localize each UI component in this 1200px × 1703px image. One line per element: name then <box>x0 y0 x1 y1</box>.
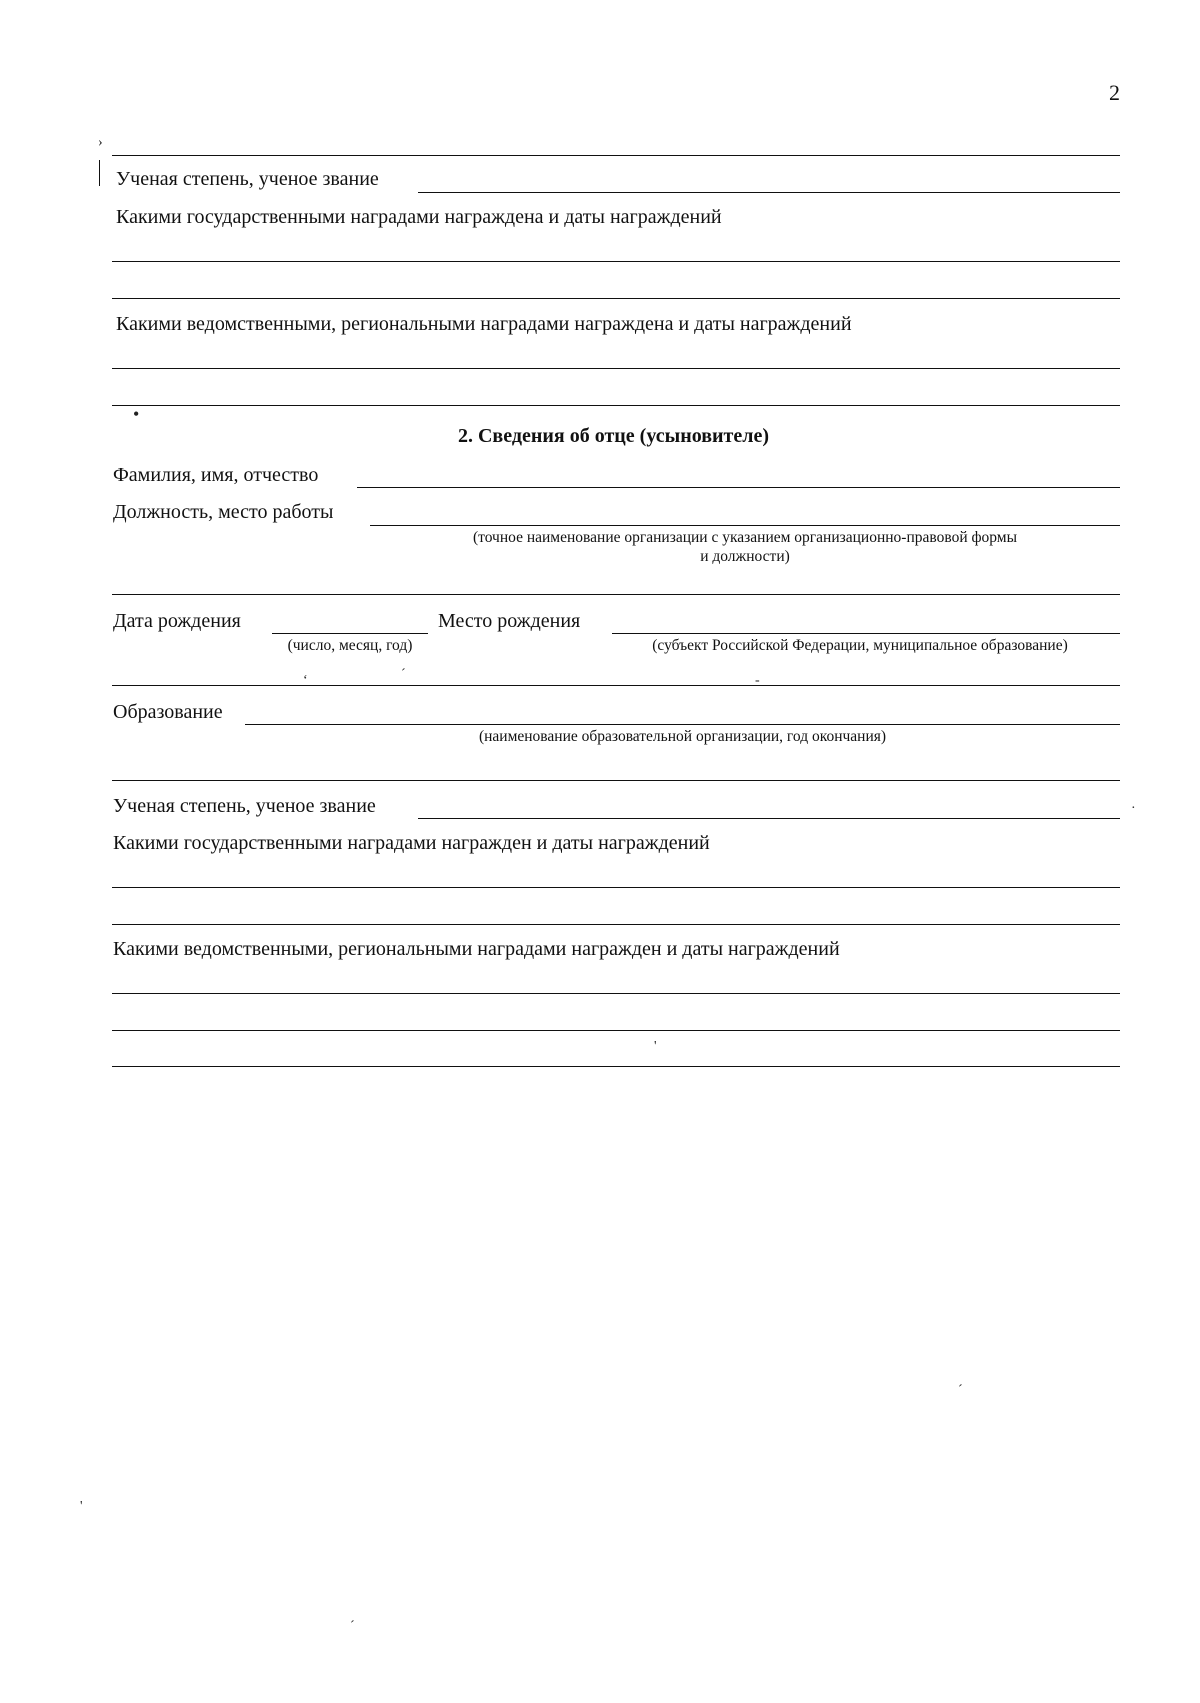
mother-dept-awards-field-1[interactable] <box>112 368 1120 369</box>
scan-speck: ' <box>654 1039 657 1054</box>
father-birthplace-field-2[interactable] <box>112 685 1120 686</box>
mother-dept-awards-label: Какими ведомственными, региональными наградами награждена и даты награждений <box>116 313 852 335</box>
father-dept-awards-label: Какими ведомственными, региональными наградами награжден и даты награждений <box>113 938 840 960</box>
father-dept-awards-field-1[interactable] <box>112 993 1120 994</box>
father-position-field-2[interactable] <box>112 594 1120 595</box>
scan-speck: ˊ <box>401 667 406 682</box>
scan-speck: ' <box>80 1499 83 1514</box>
father-section-title: 2. Сведения об отце (усыновителе) <box>457 425 770 447</box>
mother-dept-awards-field-2[interactable] <box>112 405 1120 406</box>
father-dept-awards-field-2[interactable] <box>112 1030 1120 1031</box>
mother-state-awards-label: Какими государственными наградами награждена и даты награждений <box>116 206 722 228</box>
scan-speck: ˊ <box>350 1619 355 1634</box>
page-number: 2 <box>1109 80 1120 105</box>
mother-degree-field[interactable] <box>418 192 1120 193</box>
father-name-label: Фамилия, имя, отчество <box>113 464 319 486</box>
father-birthdate-hint: (число, месяц, год) <box>287 637 413 654</box>
father-degree-field[interactable] <box>418 818 1120 819</box>
father-degree-label: Ученая степень, ученое звание <box>113 795 376 817</box>
father-birthdate-field[interactable] <box>272 633 428 634</box>
scan-speck: › <box>98 135 103 150</box>
father-name-field[interactable] <box>357 487 1120 488</box>
scan-speck: - <box>755 673 760 688</box>
mother-degree-label: Ученая степень, ученое звание <box>116 168 379 190</box>
father-birthplace-label: Место рождения <box>438 610 581 632</box>
scan-speck: ˊ <box>958 1383 963 1398</box>
scan-speck: • <box>133 404 140 424</box>
father-state-awards-label: Какими государственными наградами награжден и даты награждений <box>113 832 710 854</box>
father-education-field[interactable] <box>245 724 1120 725</box>
father-dept-awards-field-3[interactable] <box>112 1066 1120 1067</box>
father-birthplace-hint: (субъект Российской Федерации, муниципальное образование) <box>652 637 1068 654</box>
scan-speck: ‘ <box>303 673 308 688</box>
mother-state-awards-field-1[interactable] <box>112 261 1120 262</box>
mother-state-awards-field-2[interactable] <box>112 298 1120 299</box>
father-position-field[interactable] <box>370 525 1120 526</box>
father-birthplace-field[interactable] <box>612 633 1120 634</box>
margin-mark <box>99 160 100 186</box>
father-state-awards-field-2[interactable] <box>112 924 1120 925</box>
father-position-hint-2: и должности) <box>700 548 790 565</box>
father-position-label: Должность, место работы <box>113 501 334 523</box>
father-education-label: Образование <box>113 701 223 723</box>
father-position-hint-1: (точное наименование организации с указанием организационно-правовой формы <box>472 529 1018 546</box>
blank-line <box>112 155 1120 156</box>
father-education-hint: (наименование образовательной организации, год окончания) <box>478 728 887 745</box>
scan-speck: · <box>1131 801 1136 816</box>
father-education-field-2[interactable] <box>112 780 1120 781</box>
father-birthdate-label: Дата рождения <box>113 610 241 632</box>
father-state-awards-field-1[interactable] <box>112 887 1120 888</box>
